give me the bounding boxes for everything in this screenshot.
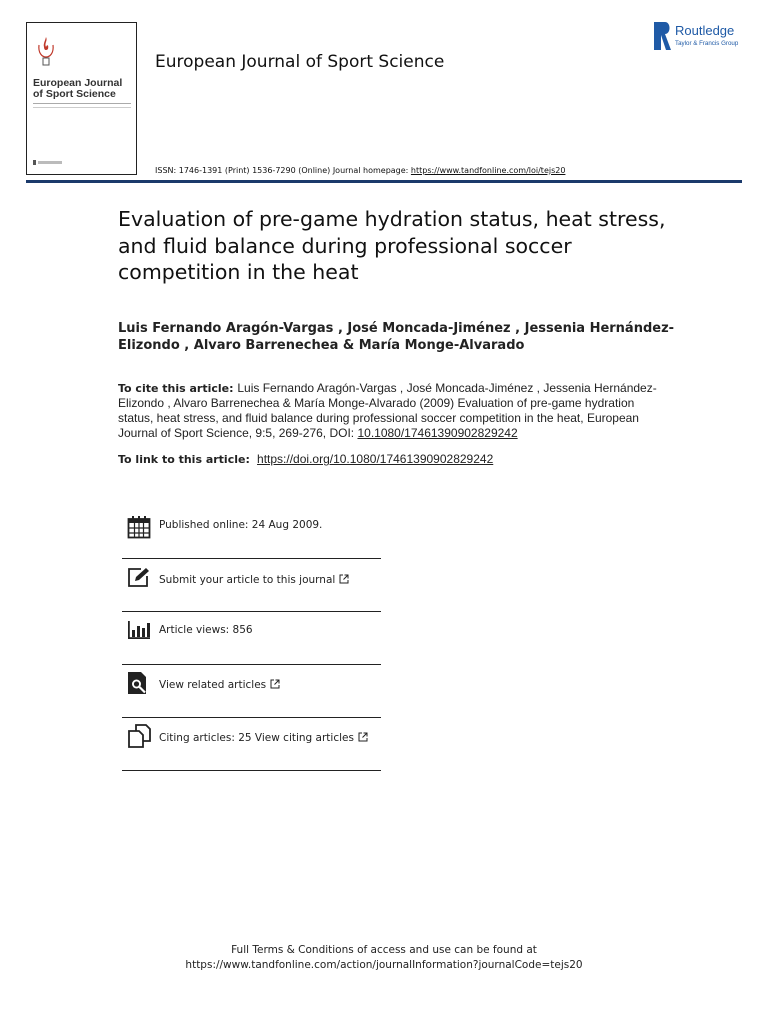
- related-row[interactable]: [122, 664, 381, 718]
- doi-link[interactable]: 10.1080/17461390902829242: [357, 426, 518, 440]
- publisher-name: Routledge: [675, 23, 735, 38]
- submit-row[interactable]: [122, 558, 381, 612]
- search-document-icon: [127, 671, 151, 695]
- published-date: Published online: 24 Aug 2009.: [159, 519, 323, 531]
- cover-publisher-mark-icon: [33, 160, 63, 165]
- calendar-icon: [127, 515, 151, 539]
- cite-label: To cite this article:: [118, 382, 238, 395]
- journal-homepage-link[interactable]: https://www.tandfonline.com/loi/tejs20: [410, 166, 566, 175]
- journal-cover: [26, 22, 137, 175]
- issn-text: ISSN: 1746-1391 (Print) 1536-7290 (Online) Journal homepage:: [155, 166, 411, 175]
- external-link-icon: [270, 679, 280, 689]
- article-views: Article views: 856: [159, 624, 253, 636]
- link-label: To link to this article:: [118, 453, 254, 466]
- article-authors: Luis Fernando Aragón-Vargas , José Moncada-Jiménez , Jessenia Hernández-Elizondo , Alvaro Barrenechea & María Monge-Alvarado: [118, 321, 675, 353]
- citation-text: Luis Fernando Aragón-Vargas , José Moncada-Jiménez , Jessenia Hernández-Elizondo , Alvaro Barrenechea & María Monge-Alvarado (2009) Evaluation of pre-game hydration status, heat stress, and fluid balance during professional soccer competition in the heat, European Journal of Sport Science, 9:5, 269-276, DOI:: [118, 381, 657, 440]
- routledge-logo[interactable]: [654, 22, 746, 52]
- citing-label: Citing articles: 25 View citing articles: [159, 732, 354, 744]
- publisher-group: Taylor & Francis Group: [675, 40, 739, 47]
- external-link-icon: [339, 574, 349, 584]
- issn-line: [155, 166, 565, 175]
- article-title: Evaluation of pre-game hydration status, heat stress, and fluid balance during professional soccer competition in the heat: [118, 207, 666, 284]
- submit-label: Submit your article to this journal: [159, 574, 336, 586]
- terms-url[interactable]: https://www.tandfonline.com/action/journalInformation?journalCode=tejs20: [185, 959, 583, 971]
- terms-footer: [0, 943, 768, 973]
- related-articles-link[interactable]: [159, 679, 280, 691]
- submit-article-link[interactable]: [159, 574, 349, 586]
- external-link-icon: [358, 732, 368, 742]
- terms-line: Full Terms & Conditions of access and use can be found at: [231, 944, 537, 956]
- cover-title: European Journal of Sport Science: [33, 77, 123, 100]
- article-link-block: [118, 452, 678, 466]
- views-row: [122, 611, 381, 665]
- cover-subtitle-rule: [33, 103, 131, 108]
- citing-documents-icon: [127, 724, 151, 748]
- article-doi-url[interactable]: https://doi.org/10.1080/17461390902829242: [257, 452, 494, 466]
- header-rule: [26, 180, 742, 183]
- published-row: [122, 505, 381, 559]
- journal-emblem-icon: [35, 35, 57, 67]
- citing-articles-link[interactable]: [159, 732, 368, 744]
- citation-block: [118, 381, 663, 441]
- related-label: View related articles: [159, 679, 267, 691]
- edit-icon: [127, 566, 151, 590]
- citing-row[interactable]: [122, 717, 381, 771]
- routledge-r-icon: [654, 22, 672, 50]
- bar-chart-icon: [127, 618, 151, 642]
- journal-name: European Journal of Sport Science: [155, 52, 445, 72]
